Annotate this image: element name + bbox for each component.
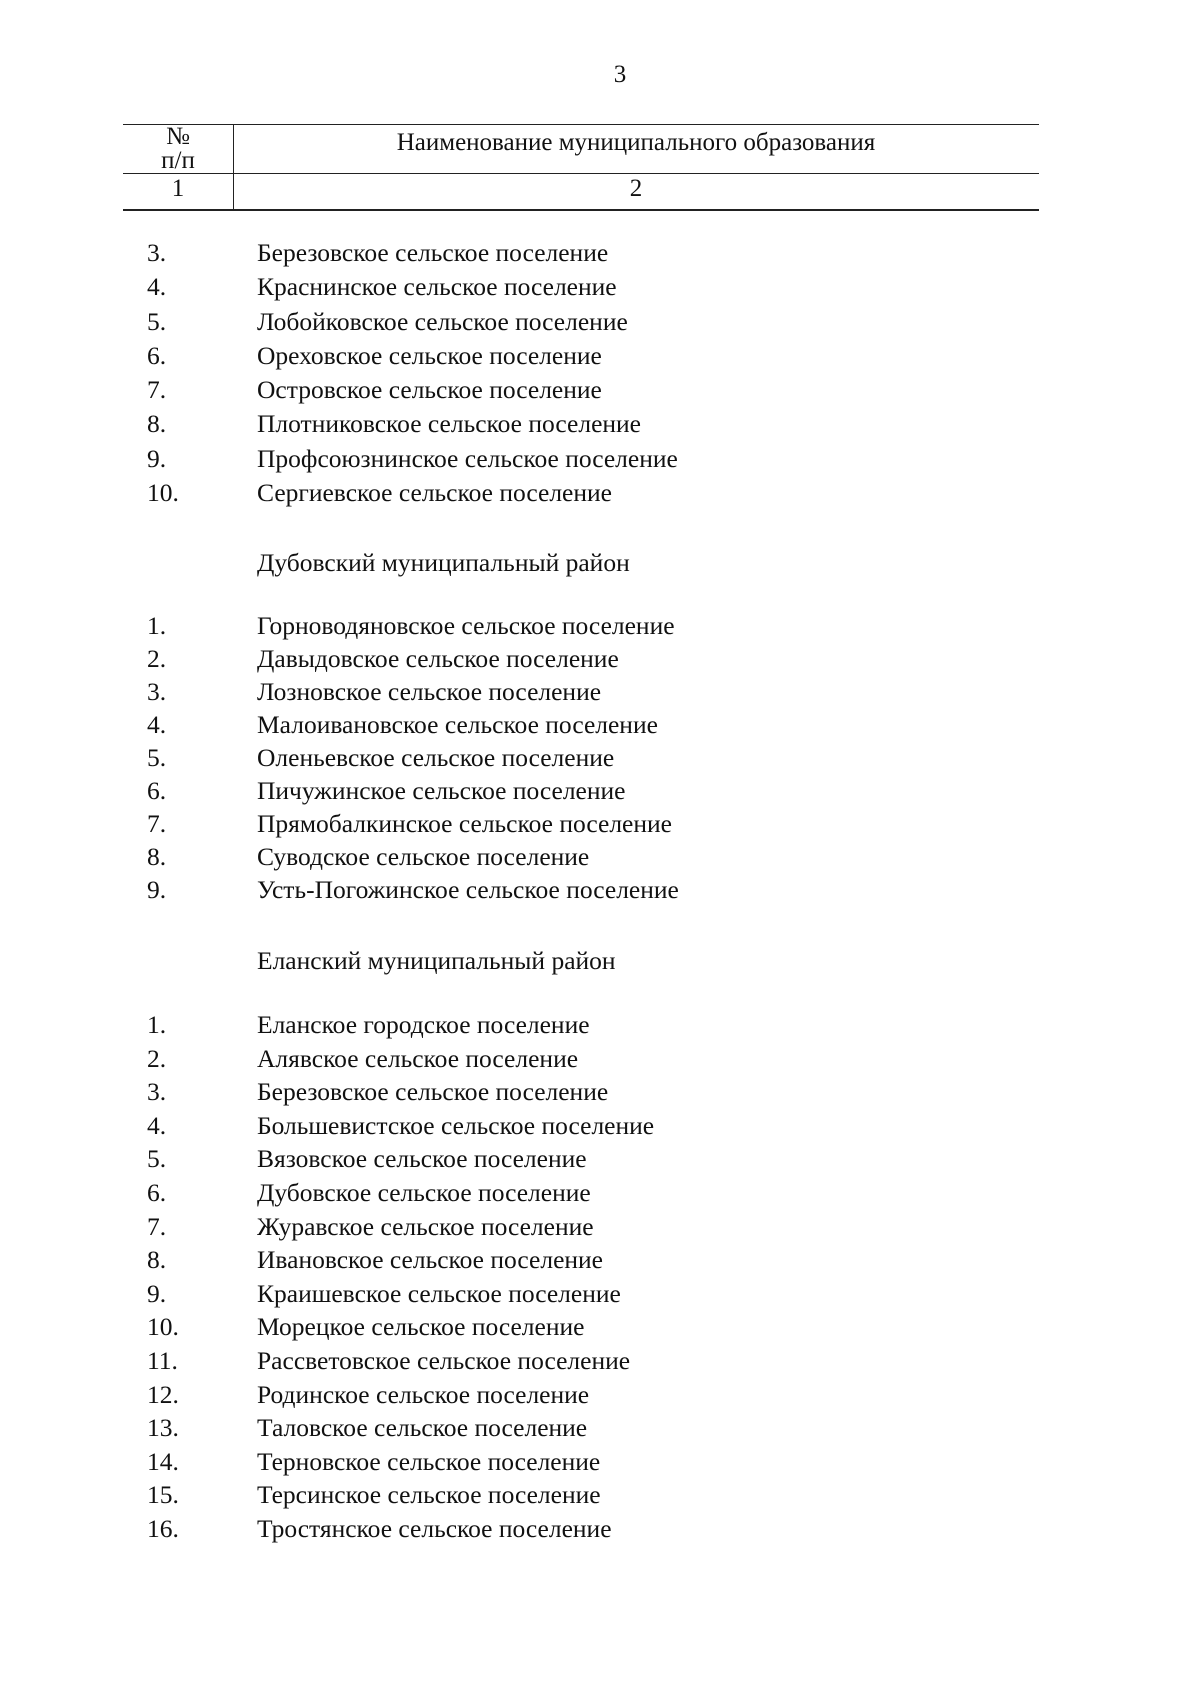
list-item bbox=[0, 774, 1200, 807]
item-name: Терновское сельское поселение bbox=[257, 1446, 601, 1476]
item-number: 1. bbox=[147, 611, 167, 640]
list-item bbox=[0, 442, 1200, 476]
list-item bbox=[0, 708, 1200, 741]
item-name: Плотниковское сельское поселение bbox=[257, 409, 641, 439]
list-item bbox=[0, 1008, 1200, 1042]
item-name: Вязовское сельское поселение bbox=[257, 1144, 587, 1174]
item-number: 7. bbox=[147, 1211, 167, 1241]
item-number: 6. bbox=[147, 340, 167, 370]
list-item bbox=[0, 305, 1200, 339]
item-number: 9. bbox=[147, 875, 167, 904]
list-item bbox=[0, 1277, 1200, 1311]
header-number-sub: п/п bbox=[161, 147, 195, 174]
continued-list bbox=[0, 236, 1200, 510]
list-item bbox=[0, 873, 1200, 906]
item-number: 9. bbox=[147, 1278, 167, 1308]
item-number: 13. bbox=[147, 1413, 179, 1443]
list-item bbox=[0, 373, 1200, 407]
header-middle-rule bbox=[123, 173, 1039, 174]
list-item bbox=[0, 1344, 1200, 1378]
table-header bbox=[123, 124, 1039, 212]
item-name: Березовское сельское поселение bbox=[257, 1077, 609, 1107]
district-heading-elansky: Еланский муниципальный район bbox=[257, 946, 616, 975]
item-name: Лозновское сельское поселение bbox=[257, 677, 602, 706]
item-name: Морецкое сельское поселение bbox=[257, 1312, 585, 1342]
item-name: Усть-Погожинское сельское поселение bbox=[257, 875, 679, 904]
item-name: Еланское городское поселение bbox=[257, 1010, 590, 1039]
list-item bbox=[0, 1310, 1200, 1344]
item-name: Профсоюзнинское сельское поселение bbox=[257, 443, 678, 473]
item-name: Малоивановское сельское поселение bbox=[257, 710, 658, 739]
list-item bbox=[0, 407, 1200, 441]
item-number: 3. bbox=[147, 238, 167, 267]
list-item bbox=[0, 807, 1200, 840]
header-number-sign: № bbox=[166, 123, 190, 150]
item-name: Давыдовское сельское поселение bbox=[257, 644, 619, 673]
item-name: Прямобалкинское сельское поселение bbox=[257, 809, 672, 838]
item-name: Краснинское сельское поселение bbox=[257, 272, 617, 302]
item-number: 8. bbox=[147, 409, 167, 439]
list-item bbox=[0, 741, 1200, 774]
item-name: Оленьевское сельское поселение bbox=[257, 743, 615, 772]
list-item bbox=[0, 270, 1200, 304]
item-name: Березовское сельское поселение bbox=[257, 238, 609, 267]
item-number: 7. bbox=[147, 809, 167, 838]
item-name: Пичужинское сельское поселение bbox=[257, 776, 626, 805]
item-name: Терсинское сельское поселение bbox=[257, 1480, 601, 1510]
list-item bbox=[0, 1142, 1200, 1176]
item-name: Журавское сельское поселение bbox=[257, 1211, 594, 1241]
item-number: 10. bbox=[147, 1312, 179, 1342]
item-number: 5. bbox=[147, 306, 167, 336]
item-name: Лобойковское сельское поселение bbox=[257, 306, 628, 336]
item-number: 4. bbox=[147, 272, 167, 302]
item-name: Таловское сельское поселение bbox=[257, 1413, 588, 1443]
item-number: 3. bbox=[147, 1077, 167, 1107]
item-number: 2. bbox=[147, 644, 167, 673]
item-name: Дубовское сельское поселение bbox=[257, 1177, 591, 1207]
header-name-column: Наименование муниципального образования bbox=[396, 129, 876, 156]
district-heading-dubovsky: Дубовский муниципальный район bbox=[257, 548, 630, 577]
item-number: 3. bbox=[147, 677, 167, 706]
elansky-list bbox=[0, 1008, 1200, 1546]
list-item bbox=[0, 1478, 1200, 1512]
item-name: Ореховское сельское поселение bbox=[257, 340, 602, 370]
page-number: 3 bbox=[613, 61, 627, 88]
item-name: Горноводяновское сельское поселение bbox=[257, 611, 675, 640]
item-number: 14. bbox=[147, 1446, 179, 1476]
list-item bbox=[0, 236, 1200, 270]
item-number: 2. bbox=[147, 1043, 167, 1073]
item-name: Родинское сельское поселение bbox=[257, 1379, 590, 1409]
list-item bbox=[0, 1512, 1200, 1546]
item-number: 15. bbox=[147, 1480, 179, 1510]
item-number: 5. bbox=[147, 743, 167, 772]
dubovsky-list bbox=[0, 609, 1200, 906]
header-col1-index: 1 bbox=[171, 175, 185, 202]
item-name: Сергиевское сельское поселение bbox=[257, 478, 612, 508]
list-item bbox=[0, 1042, 1200, 1076]
item-number: 4. bbox=[147, 1110, 167, 1140]
list-item bbox=[0, 1210, 1200, 1244]
item-number: 10. bbox=[147, 478, 179, 508]
item-number: 5. bbox=[147, 1144, 167, 1174]
list-item bbox=[0, 1411, 1200, 1445]
header-number-column bbox=[123, 125, 233, 173]
list-item bbox=[0, 1176, 1200, 1210]
item-name: Островское сельское поселение bbox=[257, 375, 602, 405]
list-item bbox=[0, 476, 1200, 510]
list-item bbox=[0, 1378, 1200, 1412]
item-number: 6. bbox=[147, 1177, 167, 1207]
item-number: 4. bbox=[147, 710, 167, 739]
item-name: Алявское сельское поселение bbox=[257, 1043, 579, 1073]
list-item bbox=[0, 642, 1200, 675]
list-item bbox=[0, 675, 1200, 708]
item-number: 1. bbox=[147, 1010, 167, 1039]
header-bottom-rule bbox=[123, 209, 1039, 211]
list-item bbox=[0, 339, 1200, 373]
item-name: Тростянское сельское поселение bbox=[257, 1513, 612, 1543]
item-number: 8. bbox=[147, 1245, 167, 1275]
list-item bbox=[0, 1075, 1200, 1109]
item-name: Суводское сельское поселение bbox=[257, 842, 590, 871]
item-name: Рассветовское сельское поселение bbox=[257, 1345, 631, 1375]
item-name: Большевистское сельское поселение bbox=[257, 1110, 655, 1140]
list-item bbox=[0, 1109, 1200, 1143]
item-number: 12. bbox=[147, 1379, 179, 1409]
header-col2-index: 2 bbox=[629, 175, 643, 202]
list-item bbox=[0, 1243, 1200, 1277]
item-name: Краишевское сельское поселение bbox=[257, 1278, 621, 1308]
list-item bbox=[0, 609, 1200, 642]
item-name: Ивановское сельское поселение bbox=[257, 1245, 603, 1275]
item-number: 6. bbox=[147, 776, 167, 805]
item-number: 11. bbox=[147, 1345, 178, 1375]
item-number: 8. bbox=[147, 842, 167, 871]
list-item bbox=[0, 1445, 1200, 1479]
item-number: 9. bbox=[147, 443, 167, 473]
item-number: 7. bbox=[147, 375, 167, 405]
item-number: 16. bbox=[147, 1513, 179, 1543]
list-item bbox=[0, 840, 1200, 873]
